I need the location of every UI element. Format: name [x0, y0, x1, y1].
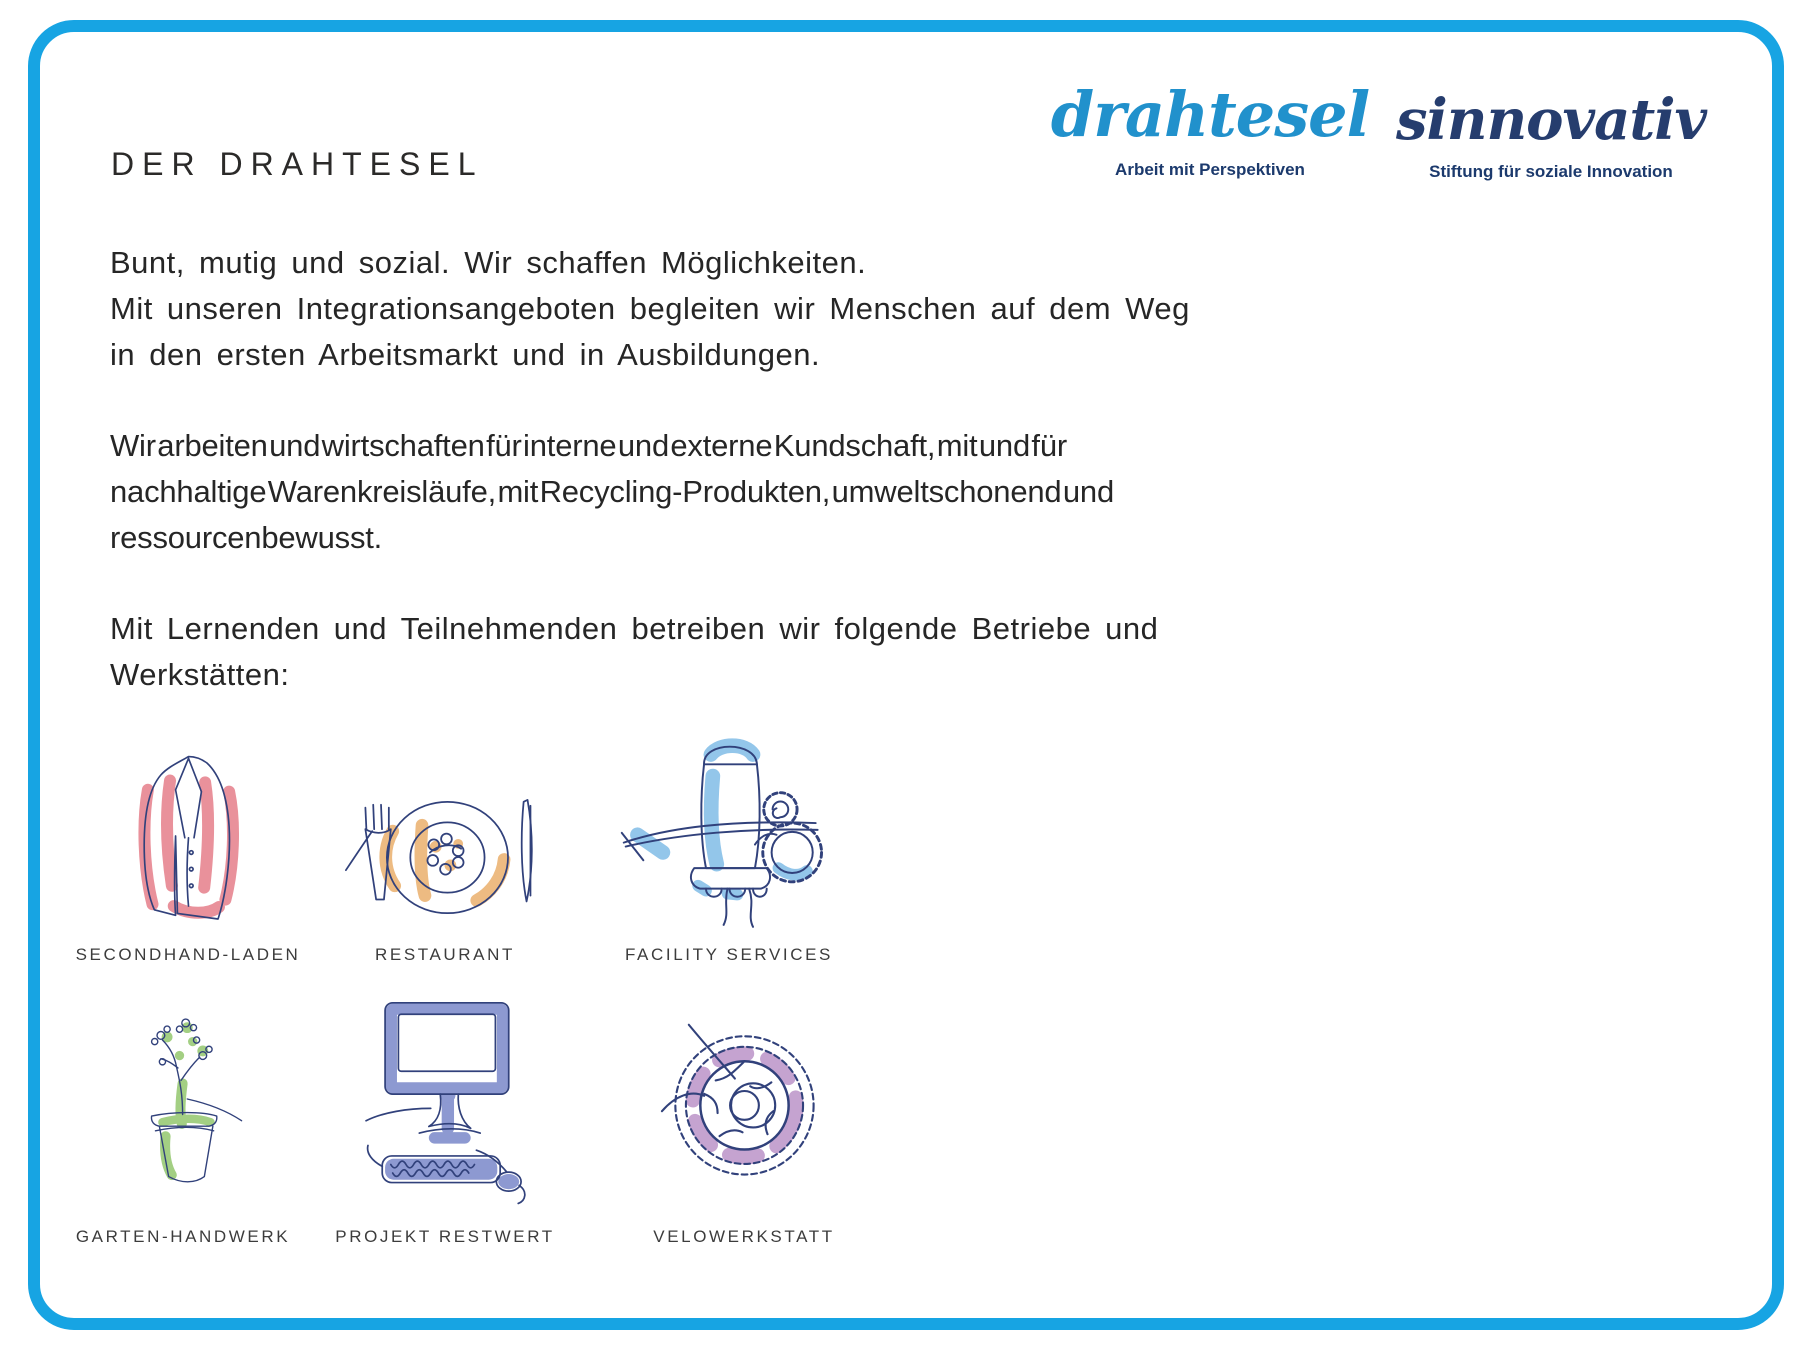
workshop-label: RESTAURANT [375, 945, 515, 964]
sinnovativ-wordmark: sinnovativ [1395, 87, 1707, 153]
workshop-label: VELOWERKSTATT [653, 1227, 835, 1246]
p1-line1: Bunt, mutig und sozial. Wir schaffen Möglichkeiten. [110, 245, 867, 280]
page-title: DER DRAHTESEL [111, 146, 484, 182]
plate-icon [340, 784, 550, 931]
workshop-restaurant [310, 715, 580, 965]
workshop-label: SECONDHAND-LADEN [75, 945, 301, 964]
workshop-label: FACILITY SERVICES [625, 945, 833, 964]
workshop-label: GARTEN-HANDWERK [75, 1227, 291, 1246]
paragraph-2 [110, 423, 1370, 561]
plant-icon [119, 985, 247, 1213]
coat-icon [121, 751, 256, 931]
workshop-projekt-restwert [310, 985, 580, 1247]
paragraph-3 [110, 606, 1370, 698]
sprocket-icon [660, 1019, 828, 1187]
p2-line3: ressourcenbewusst. [110, 520, 383, 555]
workshop-facility-services [590, 710, 868, 965]
workshop-velowerkstatt [605, 985, 883, 1247]
p2-line2: nachhaltige Warenkreisläufe, mit Recycling-Produkten, umweltschonend und [110, 474, 1114, 509]
paragraph-1 [110, 240, 1370, 378]
workshop-garten-handwerk [48, 985, 318, 1247]
p2-line1: Wir arbeiten und wirtschaften für interne und externe Kundschaft, mit und für [110, 428, 1067, 463]
p3-line1: Mit Lernenden und Teilnehmenden betreiben wir folgende Betriebe und [110, 611, 1159, 646]
body-copy [110, 240, 1370, 743]
drahtesel-tagline: Arbeit mit Perspektiven [1115, 160, 1305, 179]
sinnovativ-tagline: Stiftung für soziale Innovation [1429, 162, 1673, 181]
workshop-label: PROJEKT RESTWERT [335, 1227, 555, 1246]
p1-line2: Mit unseren Integrationsangeboten begleiten wir Menschen auf dem Weg [110, 291, 1190, 326]
logo-drahtesel [1050, 78, 1370, 180]
drahtesel-wordmark: drahtesel [1050, 78, 1370, 151]
workshop-secondhand-laden [53, 715, 323, 965]
logo-sinnovativ [1395, 87, 1707, 182]
p3-line2: Werkstätten: [110, 657, 290, 692]
vacuum-icon [612, 719, 847, 931]
computer-icon [364, 999, 526, 1213]
p1-line3: in den ersten Arbeitsmarkt und in Ausbildungen. [110, 337, 821, 372]
